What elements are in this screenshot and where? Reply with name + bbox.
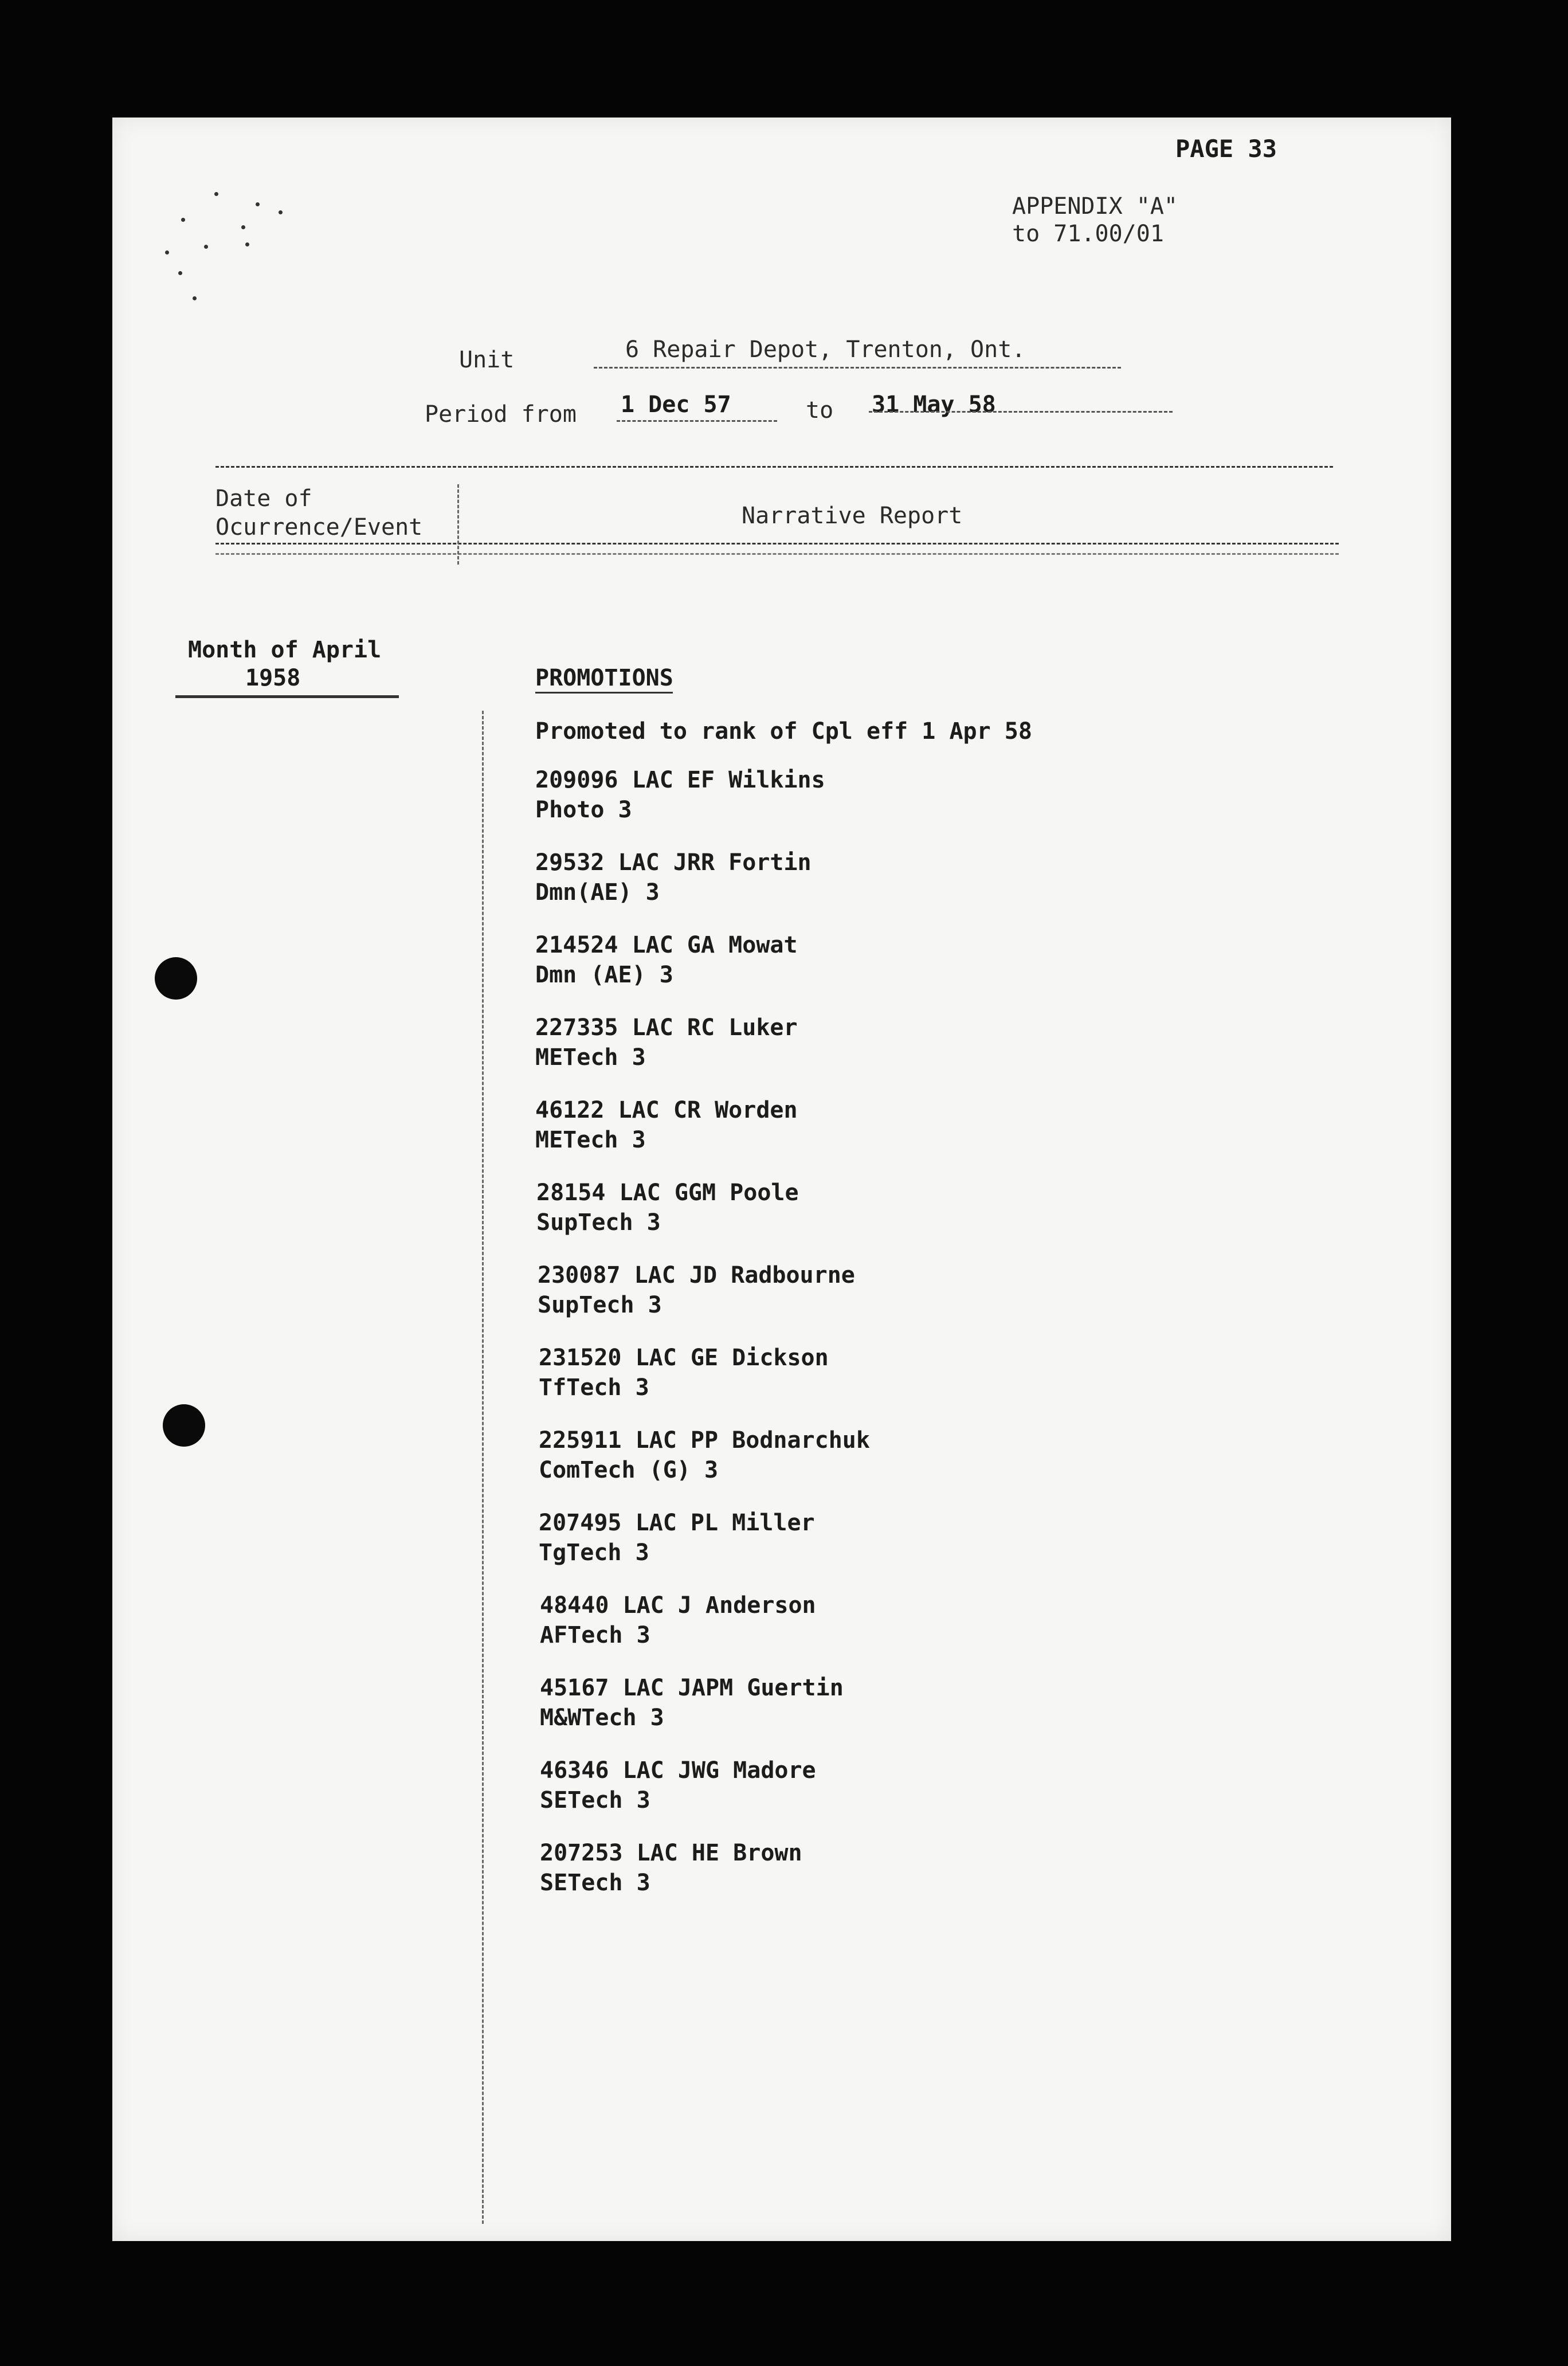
promotion-name: 46122 LAC CR Worden [535,1097,798,1123]
header-top-rule [215,466,1333,468]
column-date-line2: Ocurrence/Event [215,514,423,540]
punch-hole [155,957,197,1000]
promotion-entry [540,1673,844,1733]
promotion-name: 48440 LAC J Anderson [540,1592,816,1619]
section-subtitle: Promoted to rank of Cpl eff 1 Apr 58 [535,718,1032,745]
period-to-underline [869,411,1173,413]
period-from-underline [617,420,777,422]
column-narrative: Narrative Report [742,503,963,529]
appendix-reference: to 71.00/01 [1012,221,1164,247]
promotion-entry [535,765,825,825]
promotion-name: 214524 LAC GA Mowat [535,932,798,958]
header-bottom-rule-2 [215,553,1339,555]
promotion-name: 209096 LAC EF Wilkins [535,767,825,793]
promotion-entry [540,1838,802,1898]
period-to-label: to [806,397,834,424]
promotion-trade: Dmn(AE) 3 [535,879,660,906]
promotion-name: 225911 LAC PP Bodnarchuk [539,1427,870,1454]
ink-speck [214,192,218,196]
promotion-name: 28154 LAC GGM Poole [536,1180,799,1206]
header-bottom-rule [215,543,1339,545]
section-title: PROMOTIONS [535,665,673,691]
ink-speck [193,296,197,300]
promotion-name: 29532 LAC JRR Fortin [535,849,812,876]
month-underline [175,695,399,698]
promotion-entry [536,1178,799,1237]
promotion-trade: TfTech 3 [539,1374,649,1401]
promotion-entry [535,930,798,990]
page-number: PAGE 33 [1175,135,1277,163]
section-title-underline [535,692,673,694]
promotion-trade: SupTech 3 [536,1209,661,1236]
promotion-trade: ComTech (G) 3 [539,1457,719,1483]
period-from-value: 1 Dec 57 [621,391,731,418]
document-page [112,117,1451,2241]
promotion-trade: Dmn (AE) 3 [535,962,673,988]
promotion-entry [535,1095,798,1155]
column-date-line1: Date of [215,485,312,512]
promotion-name: 207495 LAC PL Miller [539,1510,815,1536]
month-year: 1958 [245,665,301,691]
promotion-name: 207253 LAC HE Brown [540,1840,802,1866]
promotion-entry [539,1343,829,1403]
promotion-trade: METech 3 [535,1127,646,1153]
month-label: Month of April [188,637,382,663]
promotion-trade: METech 3 [535,1044,646,1071]
promotion-name: 227335 LAC RC Luker [535,1014,798,1041]
period-label: Period from [425,401,577,428]
promotion-entry [538,1260,855,1320]
promotion-trade: Photo 3 [535,797,632,823]
column-divider [482,711,484,2224]
promotion-trade: AFTech 3 [540,1622,650,1648]
unit-underline [594,367,1121,369]
appendix-label: APPENDIX "A" [1012,193,1178,220]
promotion-trade: SETech 3 [540,1787,650,1813]
ink-speck [279,210,283,214]
promotion-name: 45167 LAC JAPM Guertin [540,1675,844,1701]
ink-speck [204,245,208,249]
promotion-entry [539,1508,815,1568]
promotion-trade: M&WTech 3 [540,1705,664,1731]
ink-speck [256,202,260,206]
promotion-name: 46346 LAC JWG Madore [540,1757,816,1784]
promotion-entry [540,1591,816,1650]
promotion-name: 231520 LAC GE Dickson [539,1345,829,1371]
unit-value: 6 Repair Depot, Trenton, Ont. [625,336,1026,363]
promotion-entry [540,1756,816,1815]
promotion-entry [535,848,812,907]
promotion-entry [535,1013,798,1072]
ink-speck [245,242,249,246]
promotion-trade: SupTech 3 [538,1292,662,1318]
column-divider-top [457,484,459,565]
unit-label: Unit [459,347,515,373]
period-to-value: 31 May 58 [872,391,996,418]
promotion-entry [539,1425,870,1485]
punch-hole [163,1404,205,1447]
ink-speck [241,225,245,229]
ink-speck [178,271,182,275]
promotion-name: 230087 LAC JD Radbourne [538,1262,855,1288]
promotion-trade: TgTech 3 [539,1540,649,1566]
ink-speck [181,218,185,222]
ink-speck [165,250,169,254]
promotion-trade: SETech 3 [540,1870,650,1896]
